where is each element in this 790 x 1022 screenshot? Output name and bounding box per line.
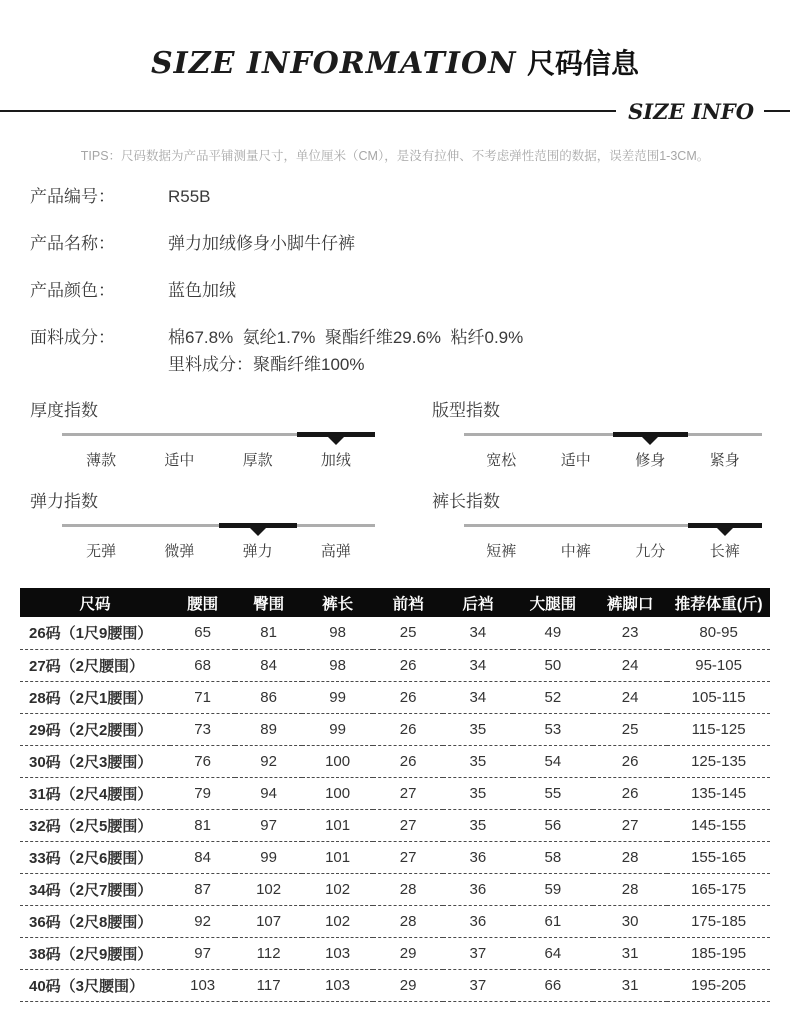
measurement-cell: 101 — [302, 841, 373, 873]
tips-note: TIPS：尺码数据为产品平铺测量尺寸，单位厘米（CM），是没有拉伸、不考虑弹性范围的数据，误差范围1-3CM。 — [80, 149, 710, 163]
index-option-label: 薄款 — [86, 452, 117, 469]
index-bar-arrow-icon — [328, 437, 344, 445]
size-table-row — [20, 745, 770, 777]
index-option-label: 加绒 — [320, 452, 351, 469]
measurement-cell: 155-165 — [667, 841, 770, 873]
measurement-cell: 37 — [443, 937, 513, 969]
measurement-cell: 117 — [235, 969, 302, 1001]
measurement-cell: 28 — [373, 873, 443, 905]
measurement-cell: 37 — [443, 969, 513, 1001]
product-info-row — [30, 327, 790, 376]
measurement-cell: 26 — [373, 649, 443, 681]
index-bar-arrow-icon — [642, 437, 658, 445]
measurement-cell: 84 — [235, 649, 302, 681]
index-option-label: 短裤 — [486, 543, 517, 560]
measurement-cell: 27 — [373, 809, 443, 841]
index-option-label: 微弹 — [164, 543, 195, 560]
measurement-cell: 102 — [302, 905, 373, 937]
measurement-cell: 29 — [373, 969, 443, 1001]
measurement-cell: 195-205 — [667, 969, 770, 1001]
measurement-cell: 28 — [373, 905, 443, 937]
measurement-cell: 52 — [513, 681, 593, 713]
measurement-cell: 27 — [373, 777, 443, 809]
measurement-cell: 97 — [170, 937, 235, 969]
measurement-cell: 81 — [235, 617, 302, 649]
size-table-row — [20, 809, 770, 841]
measurement-cell: 56 — [513, 809, 593, 841]
size-info-page — [0, 42, 790, 1022]
size-label-cell: 31码（2尺4腰围） — [20, 777, 170, 809]
measurement-cell: 97 — [235, 809, 302, 841]
size-label-cell: 34码（2尺7腰围） — [20, 873, 170, 905]
measurement-cell: 35 — [443, 713, 513, 745]
measurement-cell: 26 — [373, 745, 443, 777]
product-info-label: 产品颜色： — [30, 281, 115, 300]
size-table-row — [20, 969, 770, 1001]
size-table-column-header: 推荐体重(斤) — [667, 588, 770, 617]
measurement-cell: 58 — [513, 841, 593, 873]
size-table-column-header: 大腿围 — [513, 588, 593, 617]
measurement-cell: 61 — [513, 905, 593, 937]
measurement-cell: 25 — [593, 713, 667, 745]
size-table-column-header: 前裆 — [373, 588, 443, 617]
index-option-label: 无弹 — [86, 543, 117, 560]
measurement-cell: 65 — [170, 617, 235, 649]
measurement-cell: 165-175 — [667, 873, 770, 905]
measurement-cell: 103 — [302, 969, 373, 1001]
measurement-cell: 26 — [593, 745, 667, 777]
measurement-cell: 84 — [170, 841, 235, 873]
product-info-section — [30, 186, 790, 376]
size-table-row — [20, 617, 770, 649]
size-table-row — [20, 681, 770, 713]
measurement-cell: 71 — [170, 681, 235, 713]
measurement-cell: 185-195 — [667, 937, 770, 969]
size-label-cell: 32码（2尺5腰围） — [20, 809, 170, 841]
measurement-cell: 54 — [513, 745, 593, 777]
size-table — [20, 588, 770, 1002]
measurement-cell: 36 — [443, 873, 513, 905]
measurement-cell: 24 — [593, 649, 667, 681]
measurement-cell: 99 — [302, 713, 373, 745]
measurement-cell: 34 — [443, 649, 513, 681]
product-info-values — [168, 280, 790, 302]
index-labels — [464, 449, 762, 470]
measurement-cell: 101 — [302, 809, 373, 841]
measurement-cell: 49 — [513, 617, 593, 649]
size-table-row — [20, 841, 770, 873]
index-option-label: 九分 — [635, 543, 666, 560]
product-info-row — [30, 186, 790, 208]
size-table-row — [20, 873, 770, 905]
index-option-label: 长裤 — [709, 543, 740, 560]
measurement-cell: 102 — [235, 873, 302, 905]
size-label-cell: 28码（2尺1腰围） — [20, 681, 170, 713]
product-info-values — [168, 327, 790, 376]
index-option-label: 宽松 — [486, 452, 517, 469]
measurement-cell: 98 — [302, 649, 373, 681]
size-label-cell: 36码（2尺8腰围） — [20, 905, 170, 937]
measurement-cell: 102 — [302, 873, 373, 905]
measurement-cell: 81 — [170, 809, 235, 841]
product-info-value: 棉67.8% 氨纶1.7% 聚酯纤维29.6% 粘纤0.9% — [168, 328, 524, 347]
size-label-cell: 27码（2尺腰围） — [20, 649, 170, 681]
measurement-cell: 135-145 — [667, 777, 770, 809]
measurement-cell: 55 — [513, 777, 593, 809]
divider-line-left — [0, 110, 616, 112]
product-info-values — [168, 233, 790, 255]
measurement-cell: 68 — [170, 649, 235, 681]
index-bar — [464, 430, 762, 443]
index-option-label: 适中 — [164, 452, 195, 469]
product-info-value: 弹力加绒修身小脚牛仔裤 — [168, 234, 355, 253]
measurement-cell: 98 — [302, 617, 373, 649]
divider-line-right — [764, 110, 790, 112]
product-info-value: R55B — [168, 187, 211, 206]
measurement-cell: 26 — [593, 777, 667, 809]
measurement-cell: 112 — [235, 937, 302, 969]
measurement-cell: 35 — [443, 809, 513, 841]
measurement-cell: 175-185 — [667, 905, 770, 937]
product-info-values — [168, 186, 790, 208]
size-table-body — [20, 617, 770, 1001]
section-divider — [0, 98, 790, 124]
size-table-column-header: 臀围 — [235, 588, 302, 617]
measurement-cell: 64 — [513, 937, 593, 969]
measurement-cell: 76 — [170, 745, 235, 777]
measurement-cell: 29 — [373, 937, 443, 969]
size-table-column-header: 尺码 — [20, 588, 170, 617]
measurement-cell: 34 — [443, 617, 513, 649]
index-title: 裤长指数 — [432, 492, 500, 511]
measurement-cell: 26 — [373, 681, 443, 713]
product-info-label: 产品名称： — [30, 234, 115, 253]
size-label-cell: 40码（3尺腰围） — [20, 969, 170, 1001]
index-bar-arrow-icon — [250, 528, 266, 536]
measurement-cell: 24 — [593, 681, 667, 713]
measurement-cell: 103 — [170, 969, 235, 1001]
index-block — [432, 492, 762, 561]
measurement-cell: 59 — [513, 873, 593, 905]
size-table-row — [20, 905, 770, 937]
measurement-cell: 87 — [170, 873, 235, 905]
product-info-value-line2: 里料成分：聚酯纤维100% — [168, 355, 365, 374]
index-title: 弹力指数 — [30, 492, 98, 511]
measurement-cell: 99 — [235, 841, 302, 873]
index-bar — [464, 521, 762, 534]
measurement-cell: 99 — [302, 681, 373, 713]
measurement-cell: 105-115 — [667, 681, 770, 713]
size-table-row — [20, 713, 770, 745]
page-title-english: SIZE INFORMATION — [151, 46, 517, 81]
measurement-cell: 35 — [443, 777, 513, 809]
index-labels — [62, 540, 375, 561]
measurement-cell: 28 — [593, 873, 667, 905]
measurement-cell: 107 — [235, 905, 302, 937]
size-label-cell: 33码（2尺6腰围） — [20, 841, 170, 873]
size-table-column-header: 裤脚口 — [593, 588, 667, 617]
size-table-column-header: 裤长 — [302, 588, 373, 617]
measurement-cell: 30 — [593, 905, 667, 937]
index-option-label: 厚款 — [242, 452, 273, 469]
product-info-row — [30, 280, 790, 302]
measurement-cell: 36 — [443, 841, 513, 873]
index-block — [30, 401, 375, 470]
index-title: 版型指数 — [432, 401, 500, 420]
index-labels — [62, 449, 375, 470]
measurement-cell: 66 — [513, 969, 593, 1001]
measurement-cell: 95-105 — [667, 649, 770, 681]
measurement-cell: 53 — [513, 713, 593, 745]
measurement-cell: 115-125 — [667, 713, 770, 745]
measurement-cell: 89 — [235, 713, 302, 745]
size-table-header-row — [20, 588, 770, 617]
index-bar-arrow-icon — [717, 528, 733, 536]
page-title-chinese: 尺码信息 — [526, 48, 639, 79]
size-table-row — [20, 777, 770, 809]
measurement-cell: 36 — [443, 905, 513, 937]
index-option-label: 修身 — [635, 452, 666, 469]
size-table-column-header: 腰围 — [170, 588, 235, 617]
measurement-cell: 27 — [373, 841, 443, 873]
index-grid — [30, 401, 762, 561]
measurement-cell: 80-95 — [667, 617, 770, 649]
measurement-cell: 35 — [443, 745, 513, 777]
section-divider-label: SIZE INFO — [628, 98, 754, 124]
measurement-cell: 79 — [170, 777, 235, 809]
measurement-cell: 94 — [235, 777, 302, 809]
measurement-cell: 25 — [373, 617, 443, 649]
index-labels — [464, 540, 762, 561]
index-bar — [62, 430, 375, 443]
size-table-row — [20, 937, 770, 969]
size-table-column-header: 后裆 — [443, 588, 513, 617]
measurement-cell: 92 — [170, 905, 235, 937]
index-option-label: 紧身 — [709, 452, 740, 469]
measurement-cell: 125-135 — [667, 745, 770, 777]
measurement-cell: 92 — [235, 745, 302, 777]
index-option-label: 弹力 — [242, 543, 273, 560]
index-title: 厚度指数 — [30, 401, 98, 420]
measurement-cell: 103 — [302, 937, 373, 969]
product-info-value: 蓝色加绒 — [168, 281, 236, 300]
page-title — [0, 42, 790, 82]
measurement-cell: 73 — [170, 713, 235, 745]
index-block — [30, 492, 375, 561]
measurement-cell: 31 — [593, 937, 667, 969]
measurement-cell: 50 — [513, 649, 593, 681]
size-label-cell: 29码（2尺2腰围） — [20, 713, 170, 745]
index-block — [432, 401, 762, 470]
index-option-label: 中裤 — [560, 543, 591, 560]
index-bar — [62, 521, 375, 534]
index-option-label: 高弹 — [320, 543, 351, 560]
size-label-cell: 38码（2尺9腰围） — [20, 937, 170, 969]
measurement-cell: 28 — [593, 841, 667, 873]
product-info-label: 产品编号： — [30, 187, 115, 206]
measurement-cell: 31 — [593, 969, 667, 1001]
measurement-cell: 145-155 — [667, 809, 770, 841]
size-table-row — [20, 649, 770, 681]
measurement-cell: 34 — [443, 681, 513, 713]
measurement-cell: 27 — [593, 809, 667, 841]
measurement-cell: 100 — [302, 745, 373, 777]
product-info-label: 面料成分： — [30, 328, 115, 347]
measurement-cell: 86 — [235, 681, 302, 713]
product-info-row — [30, 233, 790, 255]
index-option-label: 适中 — [560, 452, 591, 469]
measurement-cell: 23 — [593, 617, 667, 649]
measurement-cell: 100 — [302, 777, 373, 809]
size-label-cell: 30码（2尺3腰围） — [20, 745, 170, 777]
size-label-cell: 26码（1尺9腰围） — [20, 617, 170, 649]
size-table-head — [20, 588, 770, 617]
measurement-cell: 26 — [373, 713, 443, 745]
